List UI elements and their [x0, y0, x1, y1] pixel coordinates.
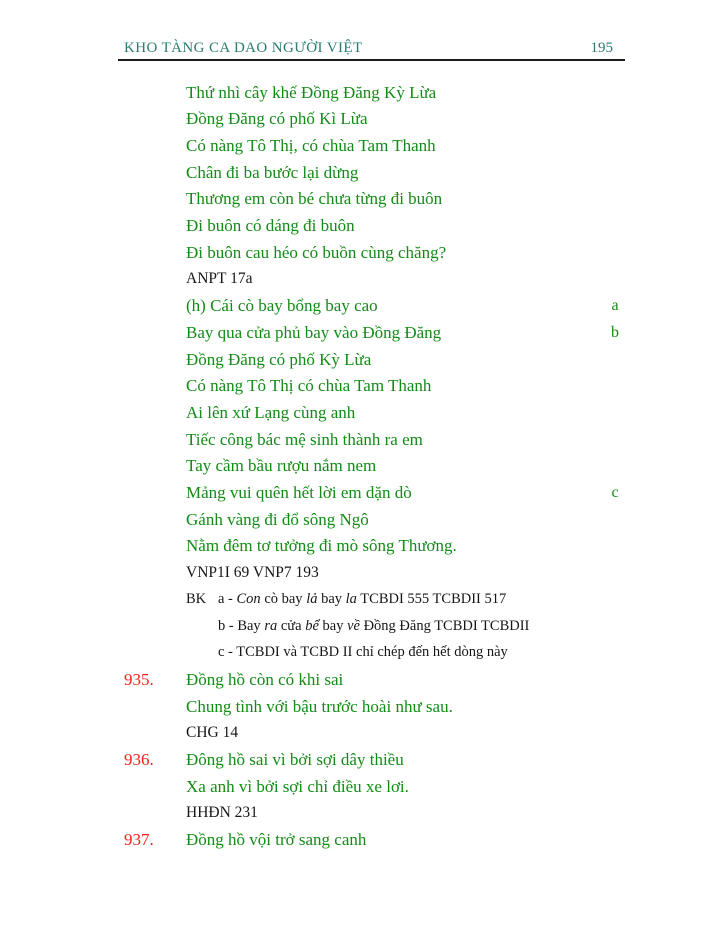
- source-reference-line: [0, 265, 723, 292]
- verse-text: Đi buôn cau héo có buồn cùng chăng?: [186, 242, 447, 262]
- variant-text-segment: TCBDI 555 TCBDII 517: [356, 590, 507, 607]
- variant-text-segment: c - TCBDI và TCBD II chỉ chép đến hết dòng này: [218, 644, 508, 661]
- verse-line: [0, 185, 723, 212]
- verse-variant-label: a: [611, 297, 619, 315]
- verse-text: Tay cầm bầu rượu nắm nem: [186, 456, 377, 476]
- verse-text: Đồng hồ vội trở sang canh: [186, 830, 367, 850]
- source-reference-text: ANPT 17a: [186, 270, 253, 288]
- variant-italic-word: ra: [264, 617, 278, 634]
- verse-line: [0, 105, 723, 132]
- variant-text-segment: bay: [318, 617, 348, 634]
- verse-variant-label: b: [611, 323, 619, 341]
- verse-line: [0, 239, 723, 266]
- verse-line: [0, 372, 723, 399]
- source-reference-text: CHG 14: [186, 724, 239, 742]
- verse-variant-label: c: [611, 484, 619, 501]
- verse-text: Nằm đêm tơ tưởng đi mò sông Thương.: [186, 536, 457, 556]
- verse-text: Gánh vàng đi đổ sông Ngô: [186, 509, 369, 529]
- verse-line: [0, 479, 723, 506]
- variant-text-segment: bay: [317, 590, 346, 607]
- verse-line: [0, 666, 723, 693]
- entry-number: 935.: [124, 669, 154, 689]
- verse-text: Đi buôn có dáng đi buôn: [186, 216, 355, 235]
- verse-line: [0, 826, 723, 853]
- verse-line: [0, 159, 723, 186]
- verse-text: Chân đi ba bước lại dừng: [186, 162, 359, 182]
- verse-text: Thương em còn bé chưa từng đi buôn: [186, 189, 443, 209]
- verse-text: (h) Cái cò bay bổng bay cao: [186, 296, 378, 316]
- verse-text: Mảng vui quên hết lời em dặn dò: [186, 483, 412, 502]
- verse-line: [0, 452, 723, 479]
- verse-line: [0, 212, 723, 239]
- verse-line: [0, 346, 723, 373]
- source-reference-line: [0, 799, 723, 826]
- verse-text: Bay qua cửa phủ bay vào Đồng Đăng: [186, 322, 442, 342]
- verse-line: [0, 292, 723, 319]
- variant-italic-word: bể: [305, 617, 319, 634]
- source-reference-text: VNP1I 69 VNP7 193: [186, 564, 319, 582]
- variant-note-text: [218, 613, 529, 640]
- source-reference-line: [0, 559, 723, 586]
- verse-text: Xa anh vì bởi sợi chỉ điều xe lơi.: [186, 776, 409, 796]
- variant-italic-word: Con: [236, 590, 261, 607]
- header-rule: [118, 59, 625, 61]
- variant-text-segment: cửa: [277, 617, 306, 634]
- book-title-running-header: KHO TÀNG CA DAO NGƯỜI VIỆT: [124, 40, 363, 56]
- verse-text: Thứ nhì cây khế Đồng Đăng Kỳ Lừa: [186, 82, 437, 102]
- verse-line: [0, 693, 723, 720]
- variant-text-segment: b - Bay: [218, 617, 265, 634]
- verse-text: Đông hồ sai vì bởi sợi dây thiều: [186, 750, 404, 769]
- verse-line: [0, 319, 723, 346]
- variant-text-segment: a -: [218, 590, 237, 607]
- variant-marker: BK: [186, 590, 207, 607]
- verse-line: [0, 773, 723, 800]
- verse-line: [0, 532, 723, 559]
- verse-text: Đồng Đăng có phố Kỳ Lừa: [186, 349, 372, 369]
- verse-line: [0, 399, 723, 426]
- verse-line: [0, 506, 723, 533]
- page-number: 195: [590, 40, 613, 56]
- variant-text-segment: cò bay: [260, 590, 307, 607]
- verse-line: [0, 426, 723, 453]
- variant-note-text: [218, 639, 508, 666]
- verse-line: [0, 79, 723, 106]
- variant-note-line: [0, 639, 723, 666]
- verse-line: [0, 132, 723, 159]
- verse-line: [0, 746, 723, 773]
- source-reference-text: HHĐN 231: [186, 804, 258, 822]
- verse-text: Có nàng Tô Thị có chùa Tam Thanh: [186, 376, 432, 396]
- source-reference-line: [0, 719, 723, 746]
- verse-text: Đồng hồ còn có khi sai: [186, 669, 344, 689]
- variant-note-line: [0, 613, 723, 640]
- entry-number: 937.: [124, 830, 154, 850]
- verse-text: Tiếc công bác mệ sinh thành ra em: [186, 429, 423, 449]
- verse-text: Chung tình với bậu trước hoài như sau.: [186, 696, 453, 716]
- entry-number: 936.: [124, 750, 154, 769]
- variant-italic-word: la: [345, 590, 357, 607]
- verse-text: Đồng Đăng có phố Kì Lừa: [186, 109, 368, 129]
- variant-text-segment: Đồng Đăng TCBDI TCBDII: [359, 617, 530, 634]
- variant-italic-word: về: [347, 617, 360, 634]
- verse-text: Có nàng Tô Thị, có chùa Tam Thanh: [186, 135, 436, 155]
- variant-italic-word: lả: [306, 590, 318, 607]
- verse-text: Ai lên xứ Lạng cùng anh: [186, 402, 356, 422]
- variant-note-text: [218, 586, 506, 613]
- variant-note-line: [0, 586, 723, 613]
